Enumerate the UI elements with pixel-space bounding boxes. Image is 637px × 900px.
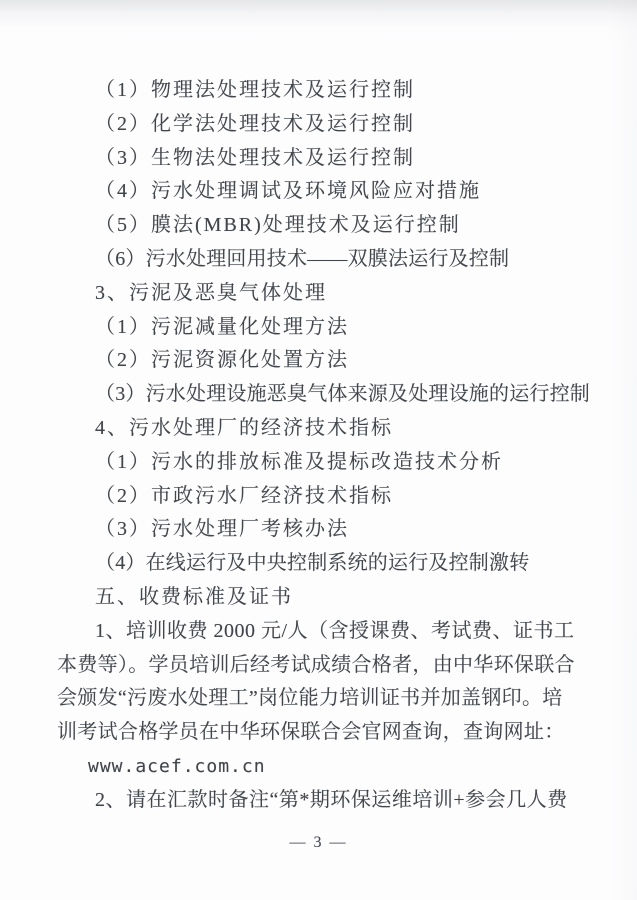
paragraph-line: 会颁发“污废水处理工”岗位能力培训证书并加盖钢印。培: [57, 687, 563, 710]
list-item: （1）物理法处理技术及运行控制: [95, 79, 415, 101]
page-number: — 3 —: [289, 834, 348, 851]
list-item: （3）污水处理设施恶臭气体来源及处理设施的运行控制: [95, 383, 590, 406]
section-heading: 3、污泥及恶臭气体处理: [95, 281, 327, 304]
list-item: （2）市政污水厂经济技术指标: [95, 484, 393, 507]
paragraph-line: 2、请在汇款时备注“第*期环保运维培训+参会几人费: [95, 788, 568, 811]
section-heading: 五、收费标准及证书: [95, 585, 293, 608]
list-item: （4）在线运行及中央控制系统的运行及控制激转: [95, 552, 530, 575]
paragraph-line: 本费等）。学员培训后经考试成绩合格者，由中华环保联合: [57, 653, 575, 676]
paragraph-line: 1、培训收费 2000 元/人（含授课费、考试费、证书工: [95, 619, 575, 642]
document-body: [0, 74, 637, 818]
list-item: （1）污水的排放标准及提标改造技术分析: [95, 450, 503, 473]
list-item: （2）化学法处理技术及运行控制: [95, 112, 415, 135]
list-item: （6）污水处理回用技术——双膜法运行及控制: [95, 247, 510, 270]
list-item: （3）污水处理厂考核办法: [95, 518, 349, 541]
list-item: （1）污泥减量化处理方法: [95, 315, 349, 338]
paragraph-line: 训考试合格学员在中华环保联合会官网查询，查询网址：: [57, 721, 565, 744]
list-item: （5）膜法(MBR)处理技术及运行控制: [95, 214, 461, 237]
list-item: （3）生物法处理技术及运行控制: [95, 146, 415, 169]
website-url-text: www.acef.com.cn: [88, 755, 266, 777]
section-heading: 4、污水处理厂的经济技术指标: [95, 416, 393, 439]
list-item: （4）污水处理调试及环境风险应对措施: [95, 180, 481, 203]
list-item: （2）污泥资源化处置方法: [95, 349, 349, 372]
